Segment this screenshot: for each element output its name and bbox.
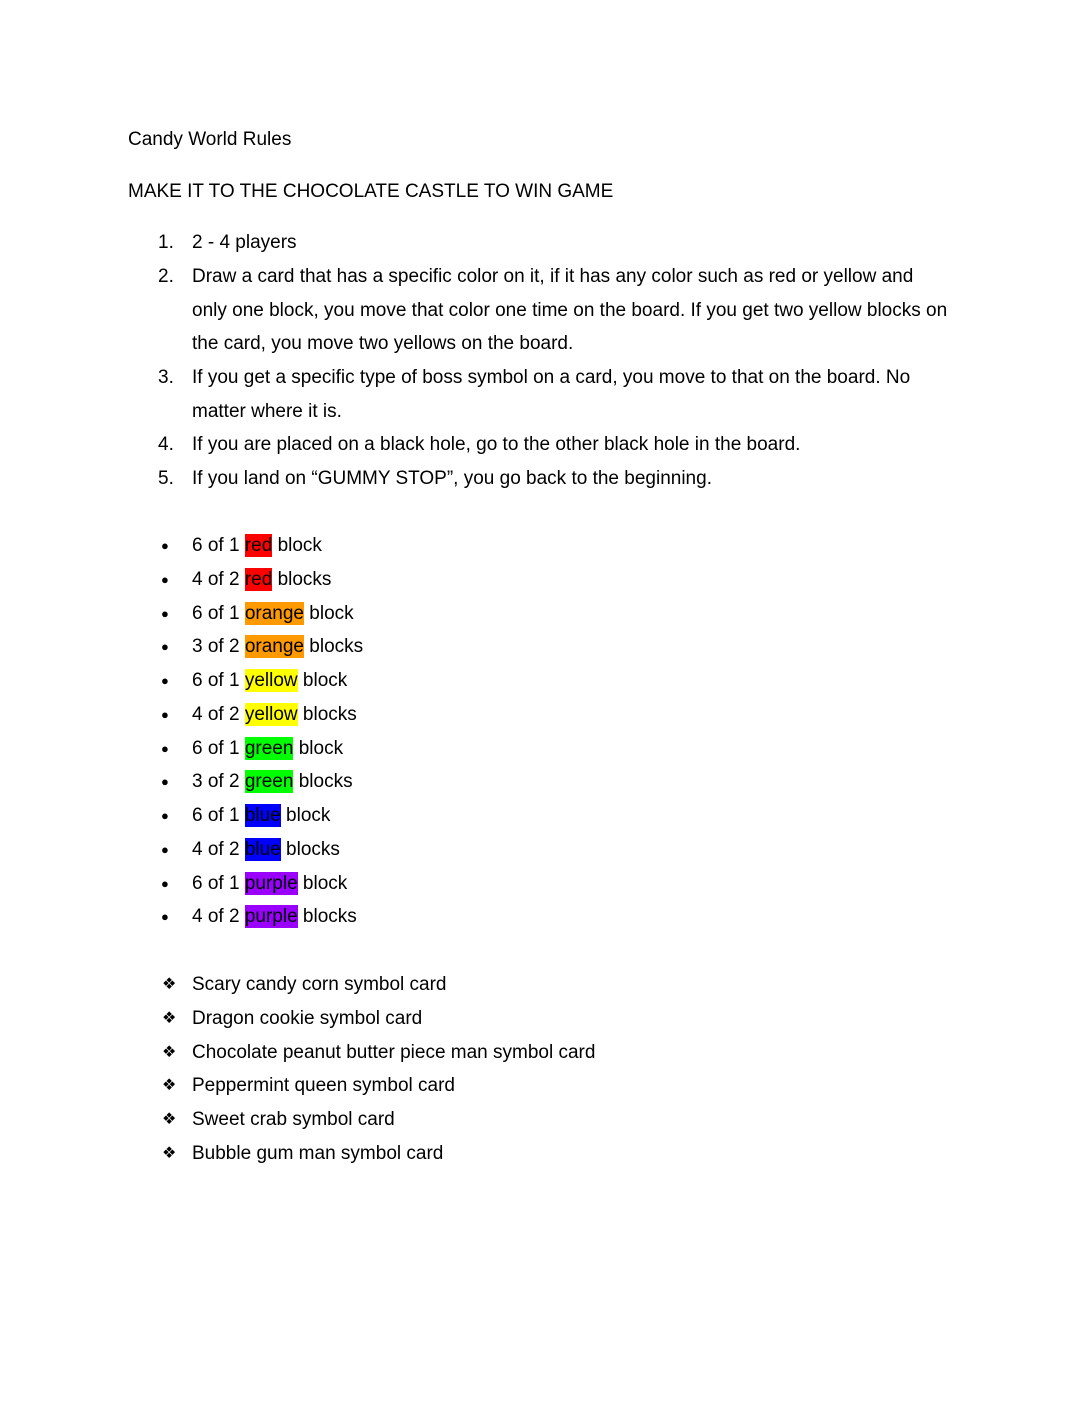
color-card-count: 6 of 1	[192, 602, 245, 624]
symbol-card-text: Sweet crab symbol card	[192, 1109, 395, 1131]
diamond-bullet-icon: ❖	[162, 1043, 177, 1061]
symbol-card-text: Bubble gum man symbol card	[192, 1143, 444, 1164]
color-card-text	[192, 635, 363, 659]
symbol-card-text: Scary candy corn symbol card	[192, 974, 447, 995]
symbol-card-text: Chocolate peanut butter piece man symbol card	[192, 1041, 596, 1063]
rule-number: 2.	[158, 266, 174, 287]
color-card-unit: block	[297, 670, 348, 691]
rule-number: 3.	[158, 367, 174, 388]
color-card-unit: block	[293, 737, 344, 759]
color-word-highlight: blue	[244, 805, 281, 826]
color-word-highlight: yellow	[244, 670, 298, 691]
bullet-marker: ●	[161, 909, 169, 925]
color-card-unit: block	[272, 535, 322, 556]
rule-text: 2 - 4 players	[192, 232, 297, 253]
diamond-bullet-icon: ❖	[162, 1009, 177, 1027]
color-card-unit: block	[280, 805, 331, 826]
rule-text: Draw a card that has a specific color on it, if it has any color such as red or yellow and only one block, you move that color one time on the board. If you get two yellow blocks on the card, you move two yellows on the board.	[192, 266, 948, 355]
color-card-unit: block	[304, 602, 354, 624]
color-card-text	[192, 534, 322, 558]
color-card-text	[192, 804, 330, 828]
color-card-text	[192, 602, 354, 626]
color-card-count: 6 of 1	[192, 535, 245, 556]
diamond-bullet-icon: ❖	[162, 1145, 177, 1162]
symbol-card-text: Peppermint queen symbol card	[192, 1075, 455, 1097]
color-card-count: 4 of 2	[192, 568, 245, 590]
rule-text: If you are placed on a black hole, go to the other black hole in the board.	[192, 434, 801, 455]
diamond-bullet-icon: ❖	[162, 1077, 177, 1095]
rule-number: 5.	[158, 468, 174, 489]
color-card-count: 6 of 1	[192, 670, 245, 691]
bullet-marker: ●	[161, 875, 169, 891]
color-card-count: 6 of 1	[192, 872, 245, 894]
color-word-highlight: purple	[244, 872, 298, 894]
color-word-highlight: red	[244, 535, 273, 556]
color-word-highlight: green	[244, 737, 294, 759]
color-word-highlight: blue	[244, 838, 281, 860]
color-card-count: 3 of 2	[192, 636, 245, 658]
color-card-count: 6 of 1	[192, 737, 245, 759]
color-word-highlight: purple	[244, 906, 298, 928]
rule-text: If you get a specific type of boss symbol on a card, you move to that on the board. No matter where it is.	[192, 367, 911, 422]
color-card-count: 6 of 1	[192, 805, 245, 826]
color-card-unit: block	[297, 872, 348, 894]
rule-text: If you land on “GUMMY STOP”, you go back to the beginning.	[192, 468, 712, 489]
bullet-marker: ●	[161, 538, 169, 553]
bullet-marker: ●	[161, 808, 169, 823]
color-card-unit: blocks	[280, 838, 340, 860]
bullet-marker: ●	[161, 774, 169, 790]
bullet-marker: ●	[161, 740, 169, 756]
color-card-text	[192, 703, 357, 727]
rule-number: 1.	[158, 232, 174, 253]
color-card-unit: blocks	[297, 703, 357, 725]
bullet-marker: ●	[161, 639, 169, 655]
color-card-unit: blocks	[304, 636, 364, 658]
color-card-text	[192, 905, 357, 929]
color-card-text	[192, 737, 343, 761]
document-title: Candy World Rules	[128, 129, 292, 150]
bullet-marker: ●	[161, 673, 169, 688]
bullet-marker: ●	[161, 706, 169, 722]
color-word-highlight: green	[244, 771, 294, 793]
color-card-text	[192, 770, 353, 794]
color-word-highlight: orange	[244, 602, 304, 624]
color-card-text	[192, 568, 331, 592]
color-card-count: 3 of 2	[192, 771, 245, 793]
color-word-highlight: orange	[244, 636, 304, 658]
rule-number: 4.	[158, 434, 174, 455]
color-card-count: 4 of 2	[192, 838, 245, 860]
color-word-highlight: yellow	[244, 703, 298, 725]
diamond-bullet-icon: ❖	[162, 1111, 177, 1129]
bullet-marker: ●	[161, 605, 169, 621]
bullet-marker: ●	[161, 571, 169, 587]
color-card-text	[192, 669, 347, 693]
color-card-unit: blocks	[297, 906, 357, 928]
color-card-unit: blocks	[272, 568, 332, 590]
diamond-bullet-icon: ❖	[162, 976, 177, 993]
color-word-highlight: red	[244, 568, 273, 590]
color-card-text	[192, 838, 340, 862]
color-card-count: 4 of 2	[192, 906, 245, 928]
bullet-marker: ●	[161, 841, 169, 857]
color-card-unit: blocks	[293, 771, 353, 793]
color-card-text	[192, 872, 347, 896]
symbol-card-text: Dragon cookie symbol card	[192, 1007, 423, 1029]
color-card-count: 4 of 2	[192, 703, 245, 725]
document-subtitle: MAKE IT TO THE CHOCOLATE CASTLE TO WIN GAME	[128, 181, 614, 202]
